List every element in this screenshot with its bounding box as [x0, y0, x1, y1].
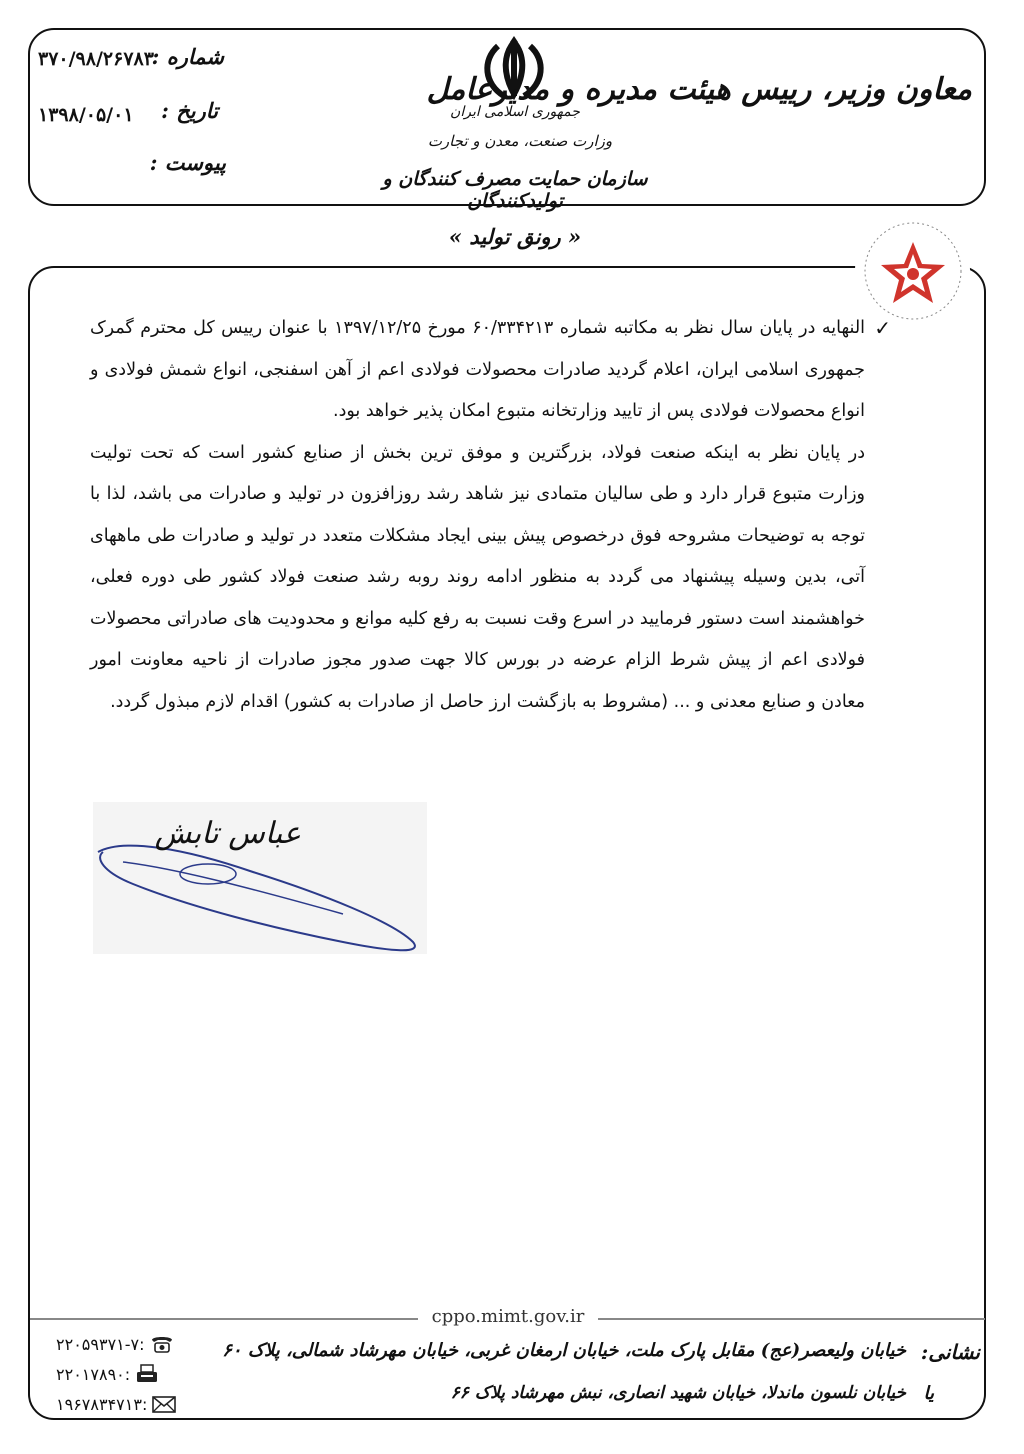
- fax-row: [56, 1362, 160, 1386]
- slogan: « رونق تولید »: [448, 224, 582, 249]
- envelope-icon: [151, 1393, 177, 1415]
- date-label: تاریخ :: [161, 98, 218, 123]
- address-label: نشانی:: [920, 1340, 980, 1364]
- phone-number: ۲۲۰۵۹۳۷۱-۷:: [56, 1334, 145, 1354]
- country-name: جمهوری اسلامی ایران: [450, 104, 580, 120]
- fax-icon: [134, 1363, 160, 1385]
- phone-icon: [149, 1333, 175, 1355]
- address-line-1: خیابان ولیعصر(عج) مقابل پارک ملت، خیابان ارمغان غربی، خیابان مهرشاد شمالی، پلاک ۶۰: [222, 1340, 906, 1361]
- number-label: شماره :: [151, 44, 224, 69]
- postal-row: [56, 1392, 177, 1416]
- postal-code: ۱۹۶۷۸۳۴۷۱۳:: [56, 1394, 148, 1414]
- website-link[interactable]: cppo.mimt.gov.ir: [418, 1306, 598, 1327]
- ministry-name: وزارت صنعت، معدن و تجارت: [427, 132, 613, 150]
- signature-area: [93, 802, 427, 954]
- paragraph-1: النهایه در پایان سال نظر به مکاتبه شماره ۶۰/۳۳۴۲۱۳ مورخ ۱۳۹۷/۱۲/۲۵ با عنوان رییس کل محترم گمرک جمهوری اسلامی ایران، اعلام گردید صادرات محصولات فولادی اعم از آهن اسفنجی، انواع شمش فولادی و انواع محصولات فولادی پس از تایید وزارتخانه متبوع امکان پذیر خواهد بود.: [90, 318, 866, 421]
- address-line-2: خیابان نلسون ماندلا، خیابان شهید انصاری، نبش مهرشاد پلاک ۶۶: [450, 1383, 906, 1403]
- date-value: ۱۳۹۸/۰۵/۰۱: [38, 104, 134, 126]
- number-value: ۳۷۰/۹۸/۲۶۷۸۳: [38, 48, 154, 70]
- organization-name: سازمان حمایت مصرف کنندگان و تولیدکنندگان: [382, 168, 648, 212]
- sender-title: معاون وزیر، رییس هیئت مدیره و مدیرعامل: [426, 72, 972, 107]
- address-or: یا: [923, 1383, 934, 1404]
- phone-row: [56, 1332, 175, 1356]
- checkmark-icon: ✓: [874, 316, 891, 340]
- signature-name: عباس تابش: [154, 816, 301, 851]
- letter-body: [90, 308, 891, 723]
- fax-number: ۲۲۰۱۷۸۹۰:: [56, 1364, 131, 1384]
- paragraph-2: در پایان نظر به اینکه صنعت فولاد، بزرگترین و موفق ترین بخش از صنایع کشور است که تحت تولیت وزارت متبوع قرار دارد و طی سالیان متمادی نیز شاهد رشد روزافزون در تولید و صادرات می باشد، لذا با توجه به توضیحات مشروحه فوق درخصوص پیش بینی ایجاد مشکلات متعدد در تولید و صادرات طی ماههای آتی، بدین وسیله پیشنهاد می گردد به منظور ادامه روند روبه رشد صنعت فولاد کشور طی دوره فعلی، خواهشمند است دستور فرمایید در اسرع وقت نسبت به رفع کلیه موانع و محدودیت های صادراتی محصولات فولادی اعم از پیش شرط الزام عرضه در بورس کالا جهت صدور مجوز صادرات از ناحیه معاونت امور معادن و صنایع معدنی و ... (مشروط به بازگشت ارز حاصل از صادرات به کشور) اقدام لازم مبذول گردد.: [90, 442, 865, 712]
- attachment-label: پیوست :: [149, 150, 226, 175]
